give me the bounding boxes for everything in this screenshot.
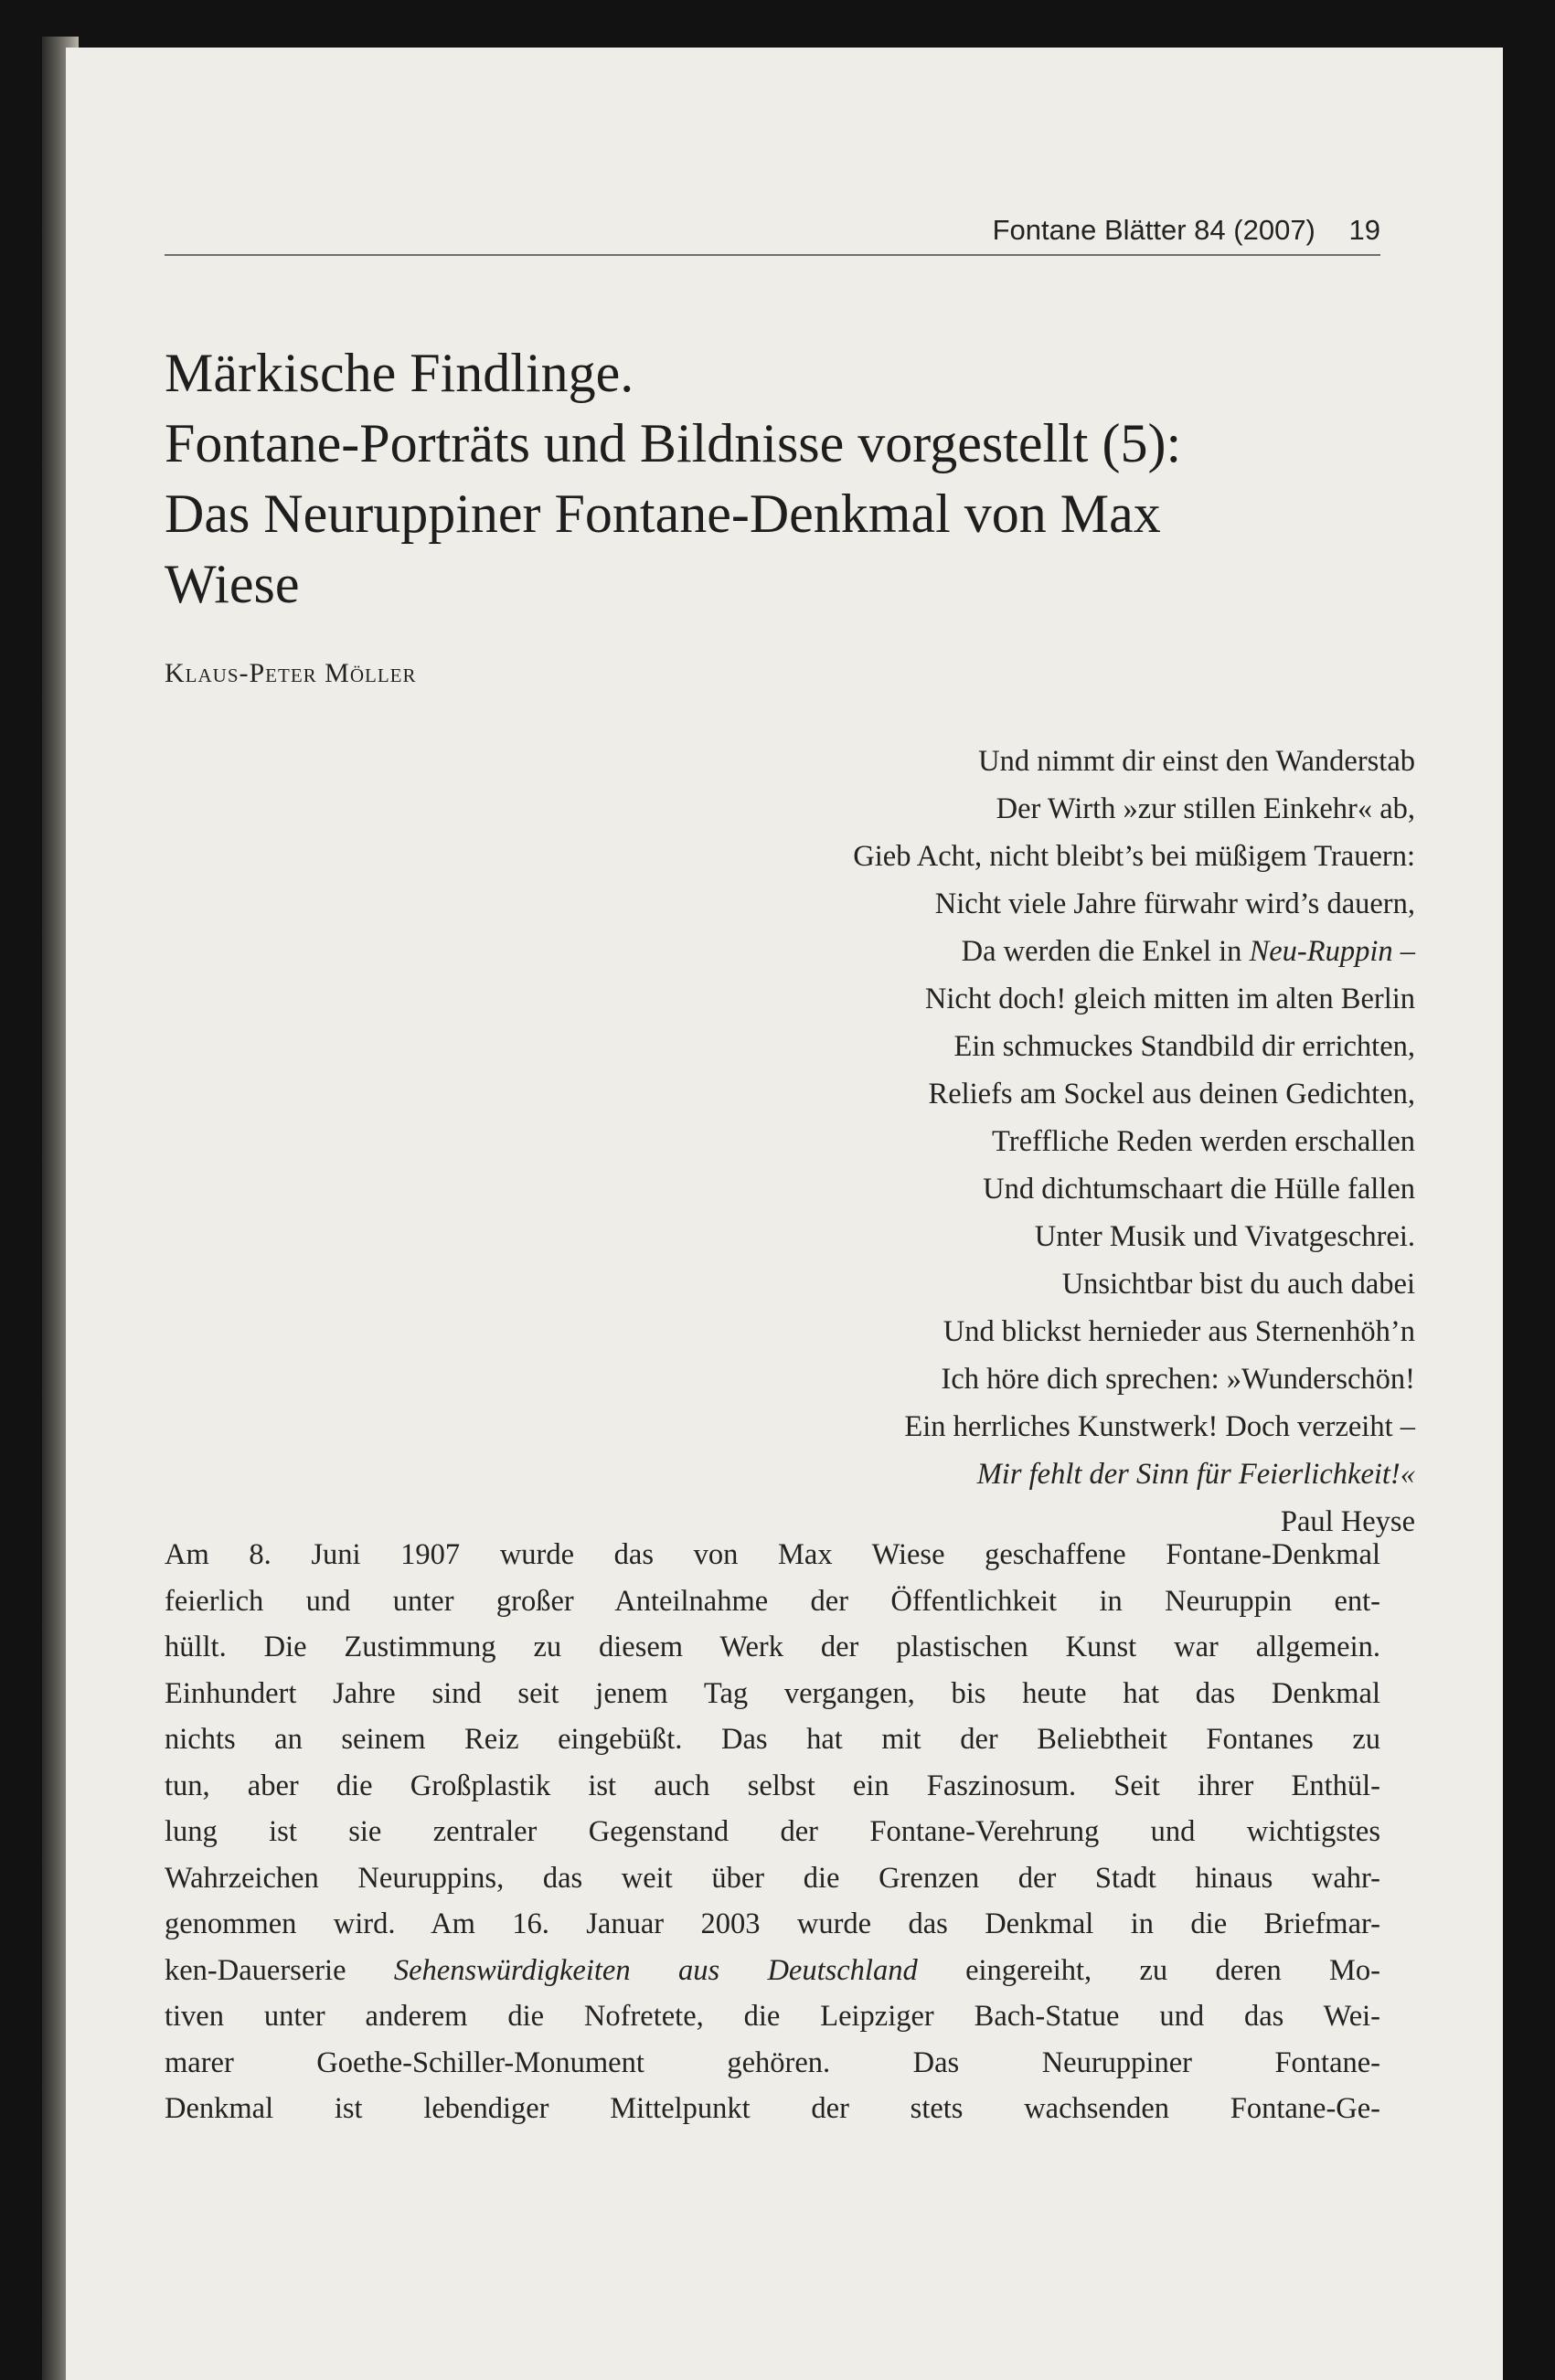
poem-line <box>501 928 1415 975</box>
article-title <box>165 338 1390 620</box>
body-line: Einhundert Jahre sind seit jenem Tag vergangen, bis heute hat das Denkmal <box>165 1676 1380 1710</box>
poem-line: Und blickst hernieder aus Sternenhöh’n <box>943 1315 1415 1348</box>
running-head <box>165 214 1380 256</box>
poem-line: Mir fehlt der Sinn für Feierlichkeit!« <box>976 1458 1415 1491</box>
body-line: tun, aber die Großplastik ist auch selbst ein Faszinosum. Seit ihrer Enthül- <box>165 1769 1380 1802</box>
poem-line: Nicht doch! gleich mitten im alten Berlin <box>924 983 1415 1015</box>
body-line: genommen wird. Am 16. Januar 2003 wurde das Denkmal in die Briefmar- <box>165 1907 1380 1940</box>
poem-line: Gieb Acht, nicht bleibt’s bei müßigem Trauern: <box>853 840 1415 873</box>
body-line: Am 8. Juni 1907 wurde das von Max Wiese geschaffene Fontane-Denkmal <box>165 1538 1380 1571</box>
poem-line: Nicht viele Jahre fürwahr wird’s dauern, <box>934 887 1415 920</box>
poem-line: Ein schmuckes Standbild dir errichten, <box>953 1030 1415 1063</box>
poem-line: Reliefs am Sockel aus deinen Gedichten, <box>928 1078 1415 1110</box>
author-name: Klaus-Peter Möller <box>165 658 417 688</box>
page-number: 19 <box>1348 214 1380 246</box>
body-line: tiven unter anderem die Nofretete, die Leipziger Bach-Statue und das Wei- <box>165 2000 1380 2033</box>
body-line <box>165 1948 1380 1994</box>
poem-line: Unsichtbar bist du auch dabei <box>1061 1268 1415 1301</box>
poem-dash: – <box>1400 935 1415 968</box>
poem-line: Und nimmt dir einst den Wanderstab <box>978 745 1415 778</box>
epigraph-poem <box>501 738 1415 1546</box>
poem-line: Der Wirth »zur stillen Einkehr« ab, <box>996 792 1415 825</box>
poem-line: Ich höre dich sprechen: »Wunderschön! <box>941 1363 1415 1396</box>
body-line: marer Goethe-Schiller-Monument gehören. Das Neuruppiner Fontane- <box>165 2045 1380 2079</box>
body-line: lung ist sie zentraler Gegenstand der Fontane-Verehrung und wichtigstes <box>165 1815 1380 1848</box>
book-page <box>66 48 1503 2380</box>
body-line: hüllt. Die Zustimmung zu diesem Werk der plastischen Kunst war allgemein. <box>165 1631 1380 1663</box>
body-line: nichts an seinem Reiz eingebüßt. Das hat mit der Beliebtheit Fontanes zu <box>165 1723 1380 1756</box>
poem-line-text: Da werden die Enkel in <box>961 935 1242 968</box>
title-line: Wiese <box>165 554 300 614</box>
stamp-series-title: Sehenswürdigkeiten aus Deutschland <box>393 1953 918 1987</box>
body-line: Denkmal ist lebendiger Mittelpunkt der stets wachsenden Fontane-Ge- <box>165 2092 1380 2125</box>
poem-line: Treffliche Reden werden erschallen <box>992 1125 1415 1158</box>
body-line-text: ken-Dauerserie <box>165 1953 346 1987</box>
title-line: Fontane-Porträts und Bildnisse vorgestellt (5): <box>165 413 1182 473</box>
poem-attribution: Paul Heyse <box>1280 1505 1415 1538</box>
title-line: Das Neuruppiner Fontane-Denkmal von Max <box>165 483 1161 544</box>
body-line: feierlich und unter großer Anteilnahme der Öffentlichkeit in Neuruppin ent- <box>165 1584 1380 1618</box>
title-line: Märkische Findlinge. <box>165 343 634 403</box>
body-paragraph <box>165 1532 1380 2132</box>
poem-line: Und dichtumschaart die Hülle fallen <box>983 1173 1415 1206</box>
poem-line: Unter Musik und Vivatgeschrei. <box>1034 1220 1415 1253</box>
body-line: Wahrzeichen Neuruppins, das weit über die Grenzen der Stadt hinaus wahr- <box>165 1861 1380 1895</box>
poem-place-name: Neu-Ruppin <box>1249 935 1393 968</box>
journal-citation: Fontane Blätter 84 (2007) <box>992 214 1315 246</box>
poem-line: Ein herrliches Kunstwerk! Doch verzeiht – <box>904 1410 1415 1443</box>
body-line-text: eingereiht, zu deren Mo- <box>965 1953 1381 1987</box>
